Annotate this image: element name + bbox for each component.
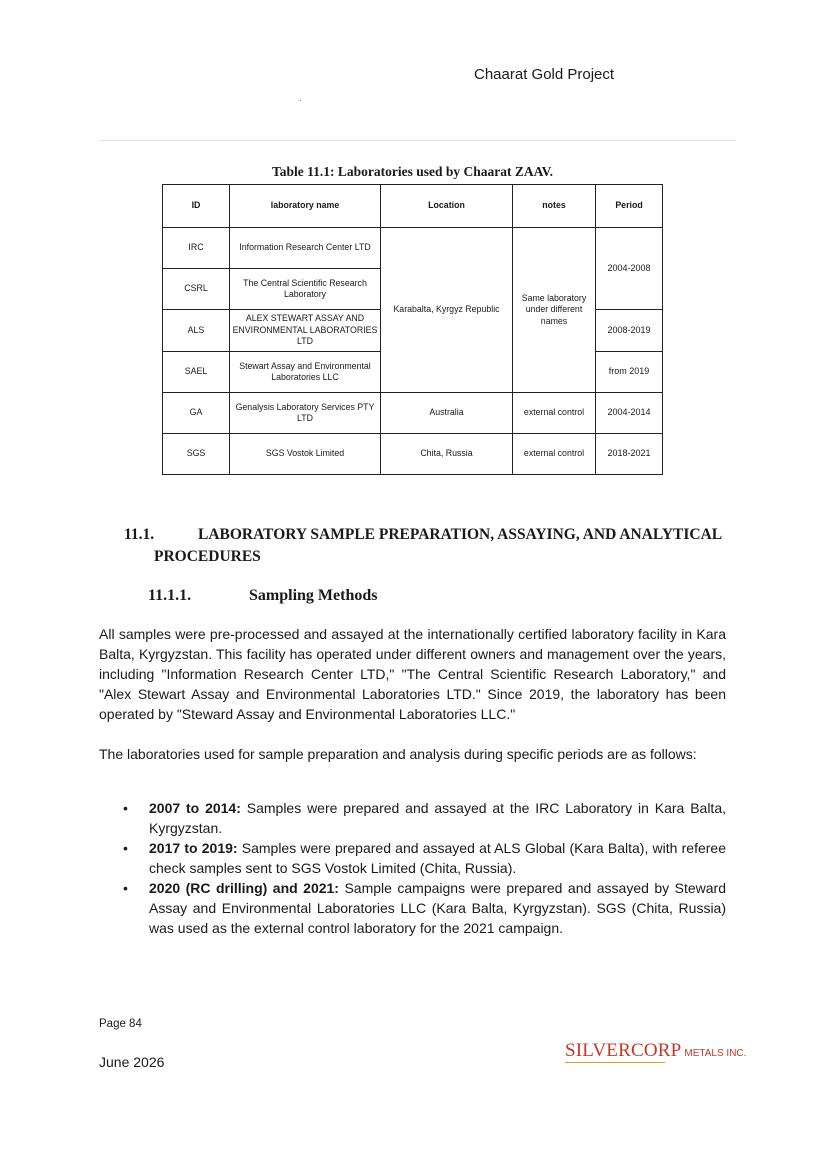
cell-period: 2004-2014 <box>596 393 663 434</box>
cell-lab-name: Genalysis Laboratory Services PTY LTD <box>230 393 381 434</box>
paragraph-sampling-intro: All samples were pre-processed and assayed at the internationally certified laboratory facility in Kara Balta, Kyrgyzstan. This facility has operated under different owners and management over the years, including "Information Research Center LTD," "The Central Scientific Research Laboratory," and "Alex Stewart Assay and Environmental Laboratories LTD." Since 2019, the laboratory has been operated by "Steward Assay and Environmental Laboratories LLC." <box>99 626 726 722</box>
cell-location-merged: Karabalta, Kyrgyz Republic <box>381 228 513 393</box>
col-header-period: Period <box>596 185 663 228</box>
list-item <box>99 838 726 878</box>
bullet-icon: • <box>123 800 128 816</box>
list-item-lead: 2017 to 2019: <box>149 840 238 856</box>
cell-id: GA <box>163 393 230 434</box>
cell-period: 2008-2019 <box>596 310 663 352</box>
cell-id: SGS <box>163 434 230 475</box>
header-divider <box>98 140 736 141</box>
bullet-icon: • <box>123 880 128 896</box>
cell-period: 2018-2021 <box>596 434 663 475</box>
cell-lab-name: The Central Scientific Research Laboratory <box>230 269 381 310</box>
col-header-notes: notes <box>513 185 596 228</box>
cell-period: 2004-2008 <box>596 228 663 310</box>
table-row <box>163 228 663 269</box>
logo-suffix-text: METALS INC. <box>684 1048 747 1059</box>
table-row <box>163 393 663 434</box>
logo-main-text: SILVERCORP <box>565 1040 682 1061</box>
list-item-text: Samples were prepared and assayed at ALS Global (Kara Balta), with referee check samples sent to SGS Vostok Limited (Chita, Russia). <box>149 840 726 876</box>
cell-lab-name: ALEX STEWART ASSAY AND ENVIRONMENTAL LABORATORIES LTD <box>230 310 381 352</box>
logo-underline <box>565 1062 665 1063</box>
cell-period: from 2019 <box>596 352 663 393</box>
cell-id: IRC <box>163 228 230 269</box>
cell-notes: external control <box>513 434 596 475</box>
bullet-icon: • <box>123 840 128 856</box>
table-header-row <box>163 185 663 228</box>
list-item-text: Sample campaigns were prepared and assayed by Steward Assay and Environmental Laboratories LLC (Kara Balta, Kyrgyzstan). SGS (Chita, Russia) was used as the external control laboratory for the 2021 campaign. <box>149 880 726 936</box>
cell-notes-merged: Same laboratory under different names <box>513 228 596 393</box>
cell-location: Australia <box>381 393 513 434</box>
laboratories-table <box>162 184 663 475</box>
cell-id: SAEL <box>163 352 230 393</box>
cell-lab-name: SGS Vostok Limited <box>230 434 381 475</box>
list-item-lead: 2007 to 2014: <box>149 800 241 816</box>
list-item-text: Samples were prepared and assayed at the IRC Laboratory in Kara Balta, Kyrgyzstan. <box>149 800 726 836</box>
footer-date: June 2026 <box>99 1054 165 1070</box>
col-header-location: Location <box>381 185 513 228</box>
subsection-heading <box>148 587 377 605</box>
section-number: 11.1. <box>124 526 155 543</box>
page-number: Page 84 <box>99 1018 142 1030</box>
cell-id: ALS <box>163 310 230 352</box>
header-dot <box>300 100 301 101</box>
table-row <box>163 434 663 475</box>
silvercorp-logo <box>565 1040 746 1062</box>
cell-id: CSRL <box>163 269 230 310</box>
subsection-number: 11.1.1. <box>148 587 192 604</box>
paragraph-lab-periods: The laboratories used for sample preparation and analysis during specific periods are as follows: <box>99 746 697 762</box>
list-item-lead: 2020 (RC drilling) and 2021: <box>149 880 339 896</box>
col-header-laboratory-name: laboratory name <box>230 185 381 228</box>
table-caption: Table 11.1: Laboratories used by Chaarat ZAAV. <box>271 164 554 179</box>
list-item <box>99 798 726 838</box>
cell-lab-name: Information Research Center LTD <box>230 228 381 269</box>
lab-period-list <box>99 798 726 938</box>
cell-location: Chita, Russia <box>381 434 513 475</box>
cell-lab-name: Stewart Assay and Environmental Laboratories LLC <box>230 352 381 393</box>
section-title-line2: PROCEDURES <box>154 548 261 565</box>
subsection-title: Sampling Methods <box>249 587 378 604</box>
list-item <box>99 878 726 938</box>
section-heading <box>124 524 726 568</box>
header-title: Chaarat Gold Project <box>474 66 615 83</box>
col-header-id: ID <box>163 185 230 228</box>
section-title-line1: LABORATORY SAMPLE PREPARATION, ASSAYING, AND ANALYTICAL <box>198 526 723 543</box>
cell-notes: external control <box>513 393 596 434</box>
